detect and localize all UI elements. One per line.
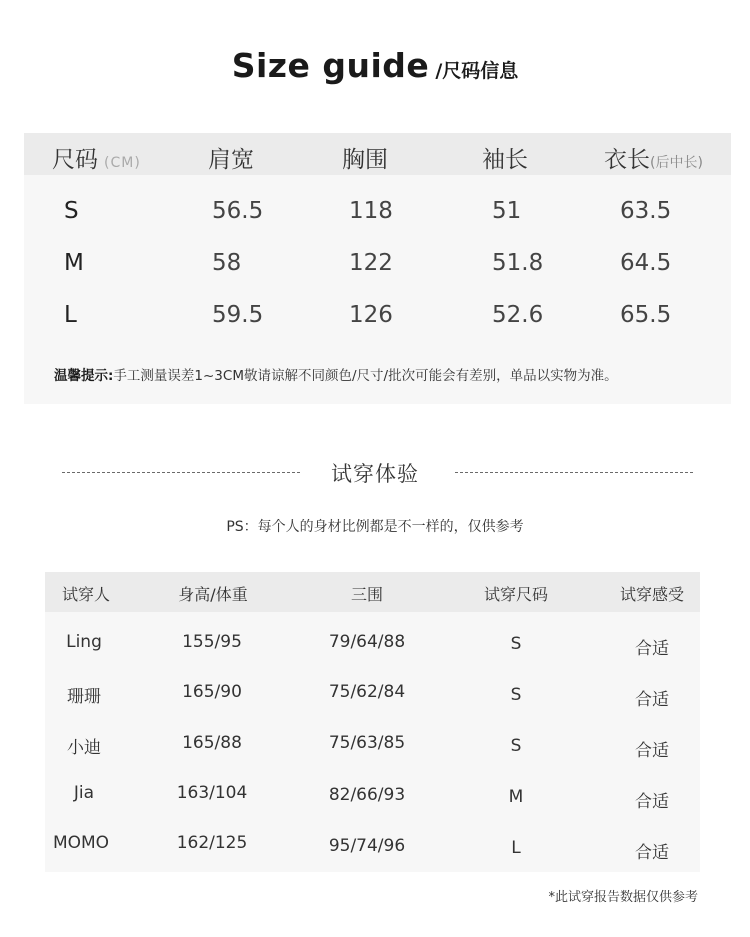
- size-cell: 64.5: [620, 250, 672, 276]
- trial-header-measurements: 三围: [350, 585, 384, 604]
- size-cell: L: [64, 302, 77, 328]
- size-cell: 56.5: [212, 198, 264, 224]
- size-cell: 58: [212, 250, 242, 276]
- trial-cell: 合适: [635, 639, 669, 659]
- tip-text: 手工测量误差1~3CM敬请谅解不同颜色/尺寸/批次可能会有差别，单品以实物为准。: [113, 368, 618, 384]
- size-cell: 52.6: [492, 302, 544, 328]
- size-cell: 59.5: [212, 302, 264, 328]
- size-header-shoulder: 肩宽: [208, 147, 254, 173]
- trial-cell: 合适: [635, 690, 669, 710]
- measurement-tip: [54, 364, 618, 384]
- trial-cell: 155/95: [182, 632, 242, 652]
- title-main: Size guide: [231, 46, 430, 85]
- trial-cell: 163/104: [176, 783, 248, 803]
- size-header-sleeve: 袖长: [482, 147, 528, 173]
- trial-header-height-weight: 身高/体重: [178, 585, 248, 604]
- tip-label: 温馨提示:: [54, 368, 114, 384]
- trial-table: [45, 572, 700, 872]
- trial-cell: MOMO: [52, 833, 110, 853]
- page-title: [0, 46, 750, 85]
- size-cell: 51.8: [492, 250, 544, 276]
- size-header-size: 尺码 (CM): [52, 147, 141, 173]
- trial-cell: 合适: [635, 843, 669, 863]
- trial-cell: 82/66/93: [328, 785, 406, 805]
- trial-header-tester: 试穿人: [61, 585, 111, 604]
- title-sub: /尺码信息: [435, 60, 519, 82]
- size-cell: 118: [349, 198, 393, 224]
- section-divider-right: [455, 472, 693, 473]
- trial-cell: 79/64/88: [328, 632, 406, 652]
- trial-cell: 小迪: [67, 738, 101, 758]
- trial-footnote: *此试穿报告数据仅供参考: [548, 890, 698, 905]
- trial-cell: S: [510, 634, 522, 654]
- trial-cell: M: [508, 787, 524, 807]
- size-header-length: 衣长(后中长): [604, 147, 703, 173]
- trial-section-title: 试穿体验: [331, 462, 419, 486]
- trial-cell: Jia: [73, 783, 95, 803]
- trial-cell: 95/74/96: [328, 836, 406, 856]
- trial-cell: 合适: [635, 741, 669, 761]
- trial-header-size: 试穿尺码: [483, 585, 549, 604]
- size-cell: M: [64, 250, 84, 276]
- size-cell: 126: [349, 302, 393, 328]
- trial-cell: 162/125: [176, 833, 248, 853]
- trial-cell: 珊珊: [67, 687, 101, 707]
- trial-header-feeling: 试穿感受: [619, 585, 685, 604]
- size-header-chest: 胸围: [342, 147, 388, 173]
- trial-cell: 165/88: [182, 733, 242, 753]
- size-cell: 51: [492, 198, 522, 224]
- trial-cell: S: [510, 685, 522, 705]
- trial-cell: 合适: [635, 792, 669, 812]
- trial-cell: 75/63/85: [328, 733, 406, 753]
- trial-cell: 75/62/84: [328, 682, 406, 702]
- trial-cell: S: [510, 736, 522, 756]
- trial-cell: L: [511, 838, 521, 858]
- trial-cell: 165/90: [182, 682, 242, 702]
- size-cell: 65.5: [620, 302, 672, 328]
- trial-cell: Ling: [66, 632, 102, 652]
- size-table: [24, 133, 731, 404]
- size-cell: 122: [349, 250, 393, 276]
- size-cell: S: [64, 198, 79, 224]
- trial-ps-note: PS：每个人的身材比例都是不一样的，仅供参考: [226, 519, 524, 535]
- size-cell: 63.5: [620, 198, 672, 224]
